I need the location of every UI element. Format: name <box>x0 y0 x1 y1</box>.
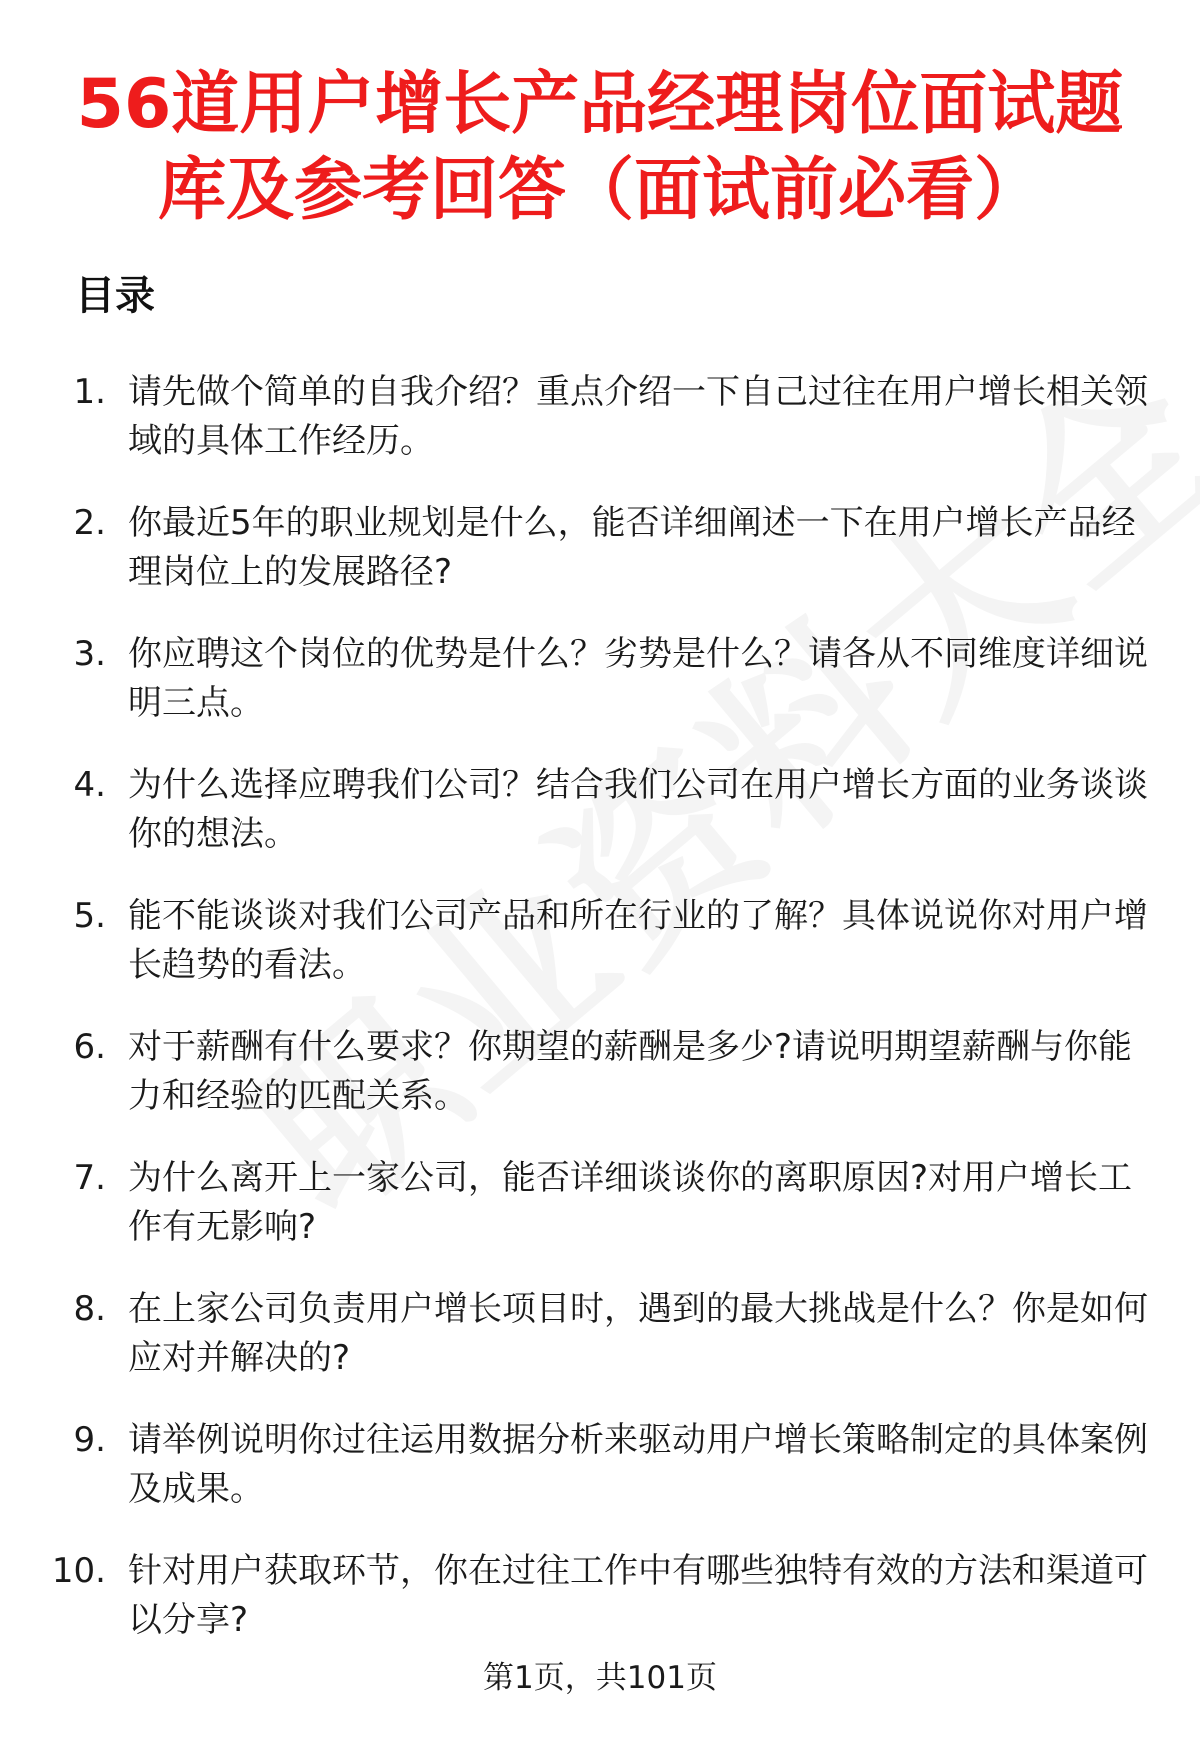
toc-item-text: 在上家公司负责用户增长项目时，遇到的最大挑战是什么？你是如何应对并解决的? <box>128 1289 1148 1378</box>
toc-item-text: 对于薪酬有什么要求？你期望的薪酬是多少?请说明期望薪酬与你能力和经验的匹配关系。 <box>128 1027 1133 1116</box>
document-title: 56道用户增长产品经理岗位面试题库及参考回答（面试前必看） <box>76 65 1124 230</box>
toc-item-number: 5. <box>73 896 106 936</box>
toc-item-number: 3. <box>73 634 106 674</box>
toc-item-number: 8. <box>73 1289 106 1329</box>
toc-heading: 目录 <box>75 273 155 319</box>
toc-item-text: 针对用户获取环节，你在过往工作中有哪些独特有效的方法和渠道可以分享? <box>128 1551 1148 1640</box>
toc-item[interactable] <box>0 630 1200 761</box>
toc-item-text: 为什么选择应聘我们公司？结合我们公司在用户增长方面的业务谈谈你的想法。 <box>128 765 1148 854</box>
toc-item-text: 请先做个简单的自我介绍？重点介绍一下自己过往在用户增长相关领域的具体工作经历。 <box>128 372 1148 461</box>
toc-item-number: 6. <box>73 1027 106 1067</box>
toc-item-number: 7. <box>73 1158 106 1198</box>
toc-item-number: 2. <box>73 503 106 543</box>
toc-item-text: 请举例说明你过往运用数据分析来驱动用户增长策略制定的具体案例及成果。 <box>128 1420 1148 1509</box>
toc-item-text: 能不能谈谈对我们公司产品和所在行业的了解？具体说说你对用户增长趋势的看法。 <box>128 896 1148 985</box>
toc-item-text: 你应聘这个岗位的优势是什么？劣势是什么？请各从不同维度详细说明三点。 <box>128 634 1148 723</box>
toc-item[interactable] <box>0 761 1200 892</box>
toc-item[interactable] <box>0 1416 1200 1547</box>
toc-item[interactable] <box>0 499 1200 630</box>
toc-item[interactable] <box>0 1023 1200 1154</box>
toc-item[interactable] <box>0 1154 1200 1285</box>
toc-item[interactable] <box>0 368 1200 499</box>
toc-list <box>0 368 1200 1678</box>
page-footer: 第1页，共101页 <box>483 1660 717 1696</box>
toc-item-text: 为什么离开上一家公司，能否详细谈谈你的离职原因?对用户增长工作有无影响? <box>128 1158 1133 1247</box>
toc-item-number: 9. <box>73 1420 106 1460</box>
toc-item[interactable] <box>0 892 1200 1023</box>
toc-item-number: 4. <box>73 765 106 805</box>
toc-item-text: 你最近5年的职业规划是什么，能否详细阐述一下在用户增长产品经理岗位上的发展路径? <box>128 503 1136 592</box>
toc-item-number: 1. <box>73 372 106 412</box>
toc-item[interactable] <box>0 1285 1200 1416</box>
toc-item-number: 10. <box>51 1551 106 1591</box>
